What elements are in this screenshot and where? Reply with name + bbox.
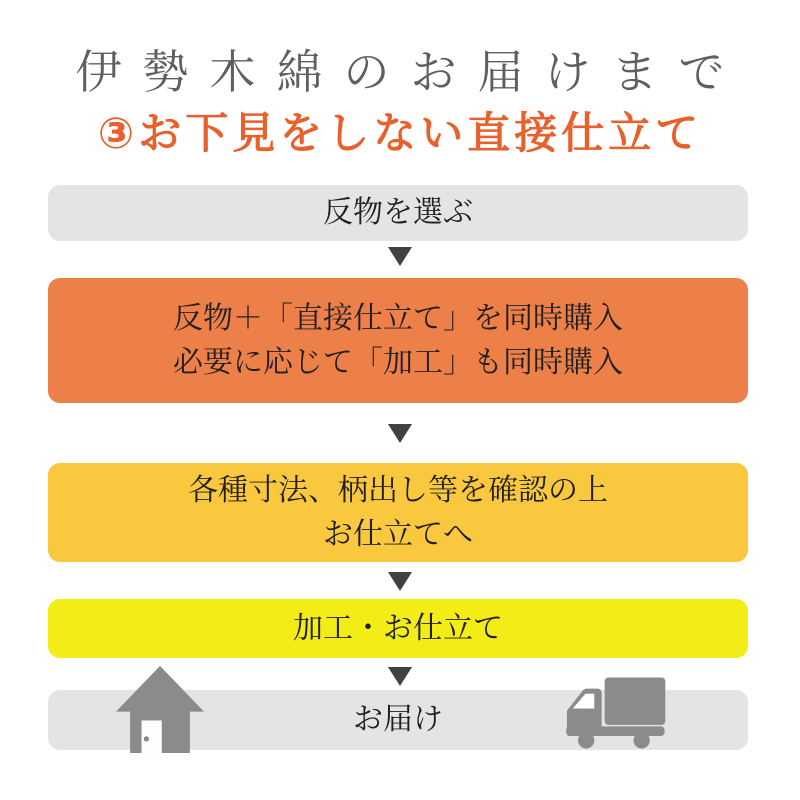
step-simultaneous-purchase <box>48 278 748 403</box>
house-icon <box>116 665 204 753</box>
down-arrow-icon <box>388 247 412 266</box>
step-select-fabric-label: 反物を選ぶ <box>323 196 473 229</box>
step-confirm-line1: 各種寸法、柄出し等を確認の上 <box>188 473 608 507</box>
down-arrow-icon <box>388 424 412 443</box>
down-arrow-icon <box>388 667 412 686</box>
down-arrow-icon <box>388 572 412 591</box>
step-confirm-measurements <box>48 463 748 562</box>
step-processing-tailoring <box>48 599 748 658</box>
page-subtitle: ③お下見をしない直接仕立て <box>97 110 703 158</box>
step-purchase-line2: 必要に応じて「加工」も同時購入 <box>173 345 623 379</box>
step-processing-label: 加工・お仕立て <box>293 611 503 645</box>
step-delivery-label: お届け <box>353 703 443 736</box>
delivery-truck-icon <box>563 676 667 750</box>
step-confirm-line2: お仕立てへ <box>323 517 473 551</box>
step-purchase-line1: 反物＋「直接仕立て」を同時購入 <box>173 301 623 335</box>
page-title: 伊勢木綿のお届けまで <box>75 46 746 98</box>
step-select-fabric <box>48 185 748 241</box>
